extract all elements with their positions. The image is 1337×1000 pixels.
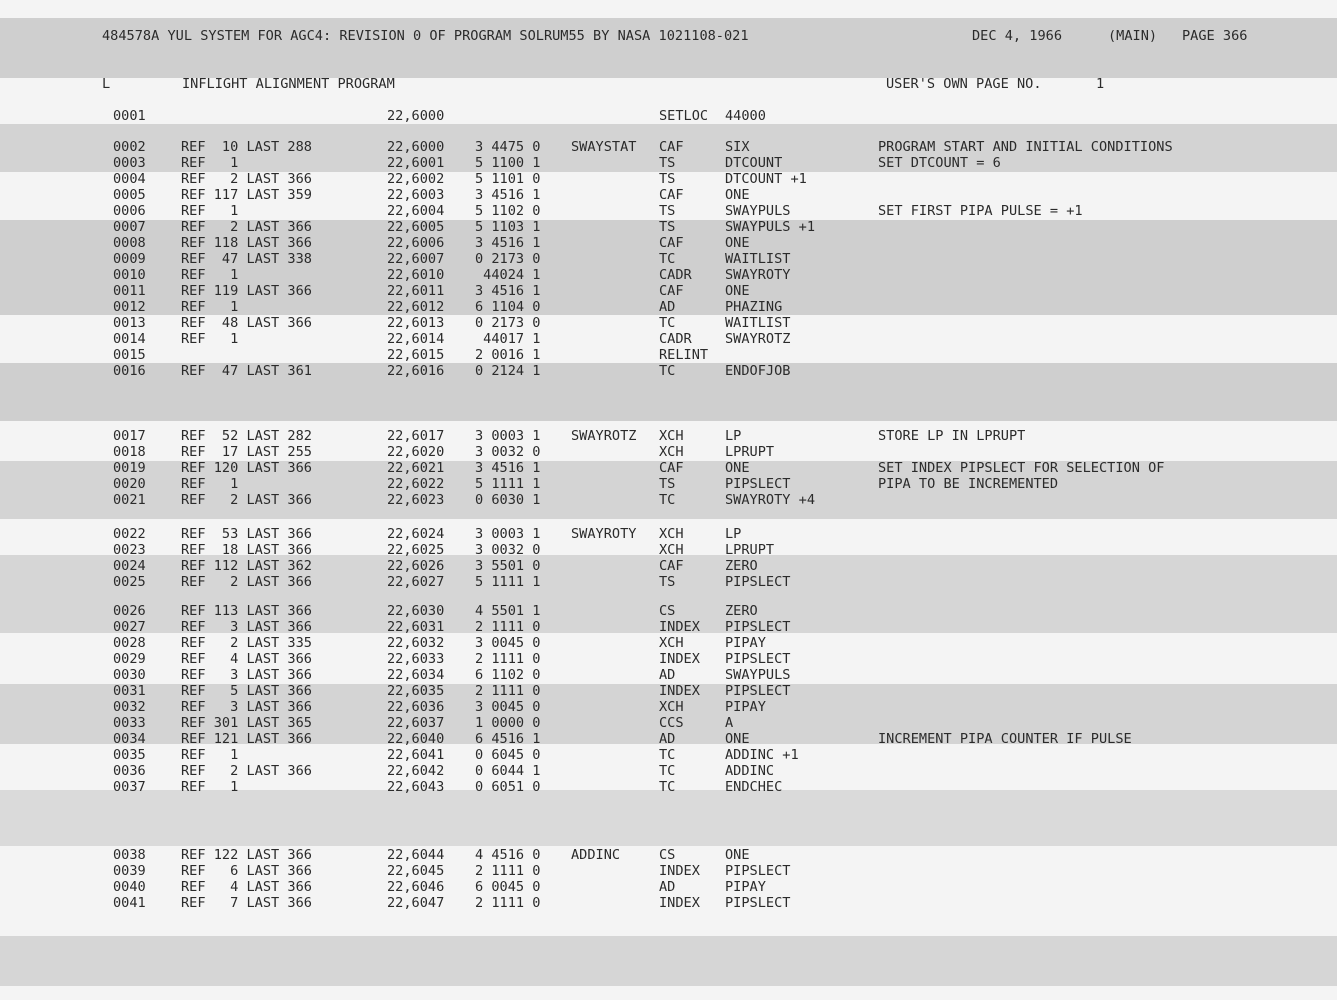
opcode-field: TS xyxy=(659,476,676,492)
line-number: 0002 xyxy=(113,139,146,155)
label-field: ADDINC xyxy=(571,847,621,863)
operand-field: ONE xyxy=(725,847,750,863)
ref-field: REF 4 LAST 366 xyxy=(181,879,312,895)
code-field: 3 5501 0 xyxy=(475,558,541,574)
address-field: 22,6032 xyxy=(387,635,445,651)
own-page-number: 1 xyxy=(1096,76,1105,92)
comment-field: INCREMENT PIPA COUNTER IF PULSE xyxy=(878,731,1132,747)
code-field: 5 1111 1 xyxy=(475,476,541,492)
code-field: 0 6044 1 xyxy=(475,763,541,779)
ref-field: REF 121 LAST 366 xyxy=(181,731,312,747)
address-field: 22,6011 xyxy=(387,283,445,299)
opcode-field: TS xyxy=(659,155,676,171)
ref-field: REF 17 LAST 255 xyxy=(181,444,312,460)
operand-field: SWAYPULS +1 xyxy=(725,219,816,235)
line-number: 0029 xyxy=(113,651,146,667)
opcode-field: INDEX xyxy=(659,651,700,667)
code-field: 6 1102 0 xyxy=(475,667,541,683)
opcode-field: RELINT xyxy=(659,347,709,363)
address-field: 22,6006 xyxy=(387,235,445,251)
code-field: 3 4516 1 xyxy=(475,460,541,476)
address-field: 22,6005 xyxy=(387,219,445,235)
line-number: 0011 xyxy=(113,283,146,299)
line-number: 0039 xyxy=(113,863,146,879)
operand-field: LPRUPT xyxy=(725,444,775,460)
operand-field: SWAYROTZ xyxy=(725,331,791,347)
code-field: 3 0032 0 xyxy=(475,542,541,558)
opcode-field: TS xyxy=(659,574,676,590)
operand-field: PIPAY xyxy=(725,635,766,651)
code-field: 0 2173 0 xyxy=(475,315,541,331)
code-field: 44024 1 xyxy=(475,267,541,283)
ref-field: REF 122 LAST 366 xyxy=(181,847,312,863)
opcode-field: TS xyxy=(659,171,676,187)
line-number: 0014 xyxy=(113,331,146,347)
address-field: 22,6033 xyxy=(387,651,445,667)
operand-field: PIPAY xyxy=(725,699,766,715)
operand-field: ONE xyxy=(725,283,750,299)
opcode-field: CS xyxy=(659,603,676,619)
address-field: 22,6031 xyxy=(387,619,445,635)
operand-field: ADDINC +1 xyxy=(725,747,799,763)
address-field: 22,6047 xyxy=(387,895,445,911)
operand-field: ENDOFJOB xyxy=(725,363,791,379)
line-number: 0001 xyxy=(113,108,146,124)
opcode-field: XCH xyxy=(659,526,684,542)
address-field: 22,6001 xyxy=(387,155,445,171)
address-field: 22,6007 xyxy=(387,251,445,267)
operand-field: PIPSLECT xyxy=(725,476,791,492)
line-number: 0036 xyxy=(113,763,146,779)
code-field: 5 1103 1 xyxy=(475,219,541,235)
opcode-field: CAF xyxy=(659,283,684,299)
opcode-field: XCH xyxy=(659,542,684,558)
address-field: 22,6043 xyxy=(387,779,445,795)
opcode-field: AD xyxy=(659,731,676,747)
opcode-field: AD xyxy=(659,667,676,683)
address-field: 22,6045 xyxy=(387,863,445,879)
ref-field: REF 113 LAST 366 xyxy=(181,603,312,619)
line-number: 0028 xyxy=(113,635,146,651)
line-number: 0034 xyxy=(113,731,146,747)
ref-field: REF 1 xyxy=(181,331,239,347)
opcode-field: TC xyxy=(659,363,676,379)
line-number: 0012 xyxy=(113,299,146,315)
code-field: 1 0000 0 xyxy=(475,715,541,731)
address-field: 22,6030 xyxy=(387,603,445,619)
code-field: 0 6030 1 xyxy=(475,492,541,508)
line-number: 0022 xyxy=(113,526,146,542)
opcode-field: CAF xyxy=(659,139,684,155)
address-field: 22,6000 xyxy=(387,108,445,124)
operand-field: SWAYPULS xyxy=(725,203,791,219)
operand-field: DTCOUNT xyxy=(725,155,783,171)
address-field: 22,6020 xyxy=(387,444,445,460)
line-number: 0038 xyxy=(113,847,146,863)
opcode-field: CADR xyxy=(659,331,692,347)
line-number: 0040 xyxy=(113,879,146,895)
code-field: 44017 1 xyxy=(475,331,541,347)
code-field: 3 0045 0 xyxy=(475,699,541,715)
operand-field: SWAYPULS xyxy=(725,667,791,683)
own-page-label: USER'S OWN PAGE NO. xyxy=(886,76,1042,92)
address-field: 22,6036 xyxy=(387,699,445,715)
ref-field: REF 48 LAST 366 xyxy=(181,315,312,331)
opcode-field: SETLOC xyxy=(659,108,709,124)
opcode-field: CADR xyxy=(659,267,692,283)
opcode-field: XCH xyxy=(659,428,684,444)
ref-field: REF 2 LAST 335 xyxy=(181,635,312,651)
ref-field: REF 5 LAST 366 xyxy=(181,683,312,699)
ref-field: REF 47 LAST 338 xyxy=(181,251,312,267)
ref-field: REF 3 LAST 366 xyxy=(181,667,312,683)
address-field: 22,6010 xyxy=(387,267,445,283)
operand-field: ENDCHEC xyxy=(725,779,783,795)
address-field: 22,6027 xyxy=(387,574,445,590)
opcode-field: INDEX xyxy=(659,683,700,699)
program-title: INFLIGHT ALIGNMENT PROGRAM xyxy=(182,76,395,92)
operand-field: LPRUPT xyxy=(725,542,775,558)
address-field: 22,6002 xyxy=(387,171,445,187)
ref-field: REF 120 LAST 366 xyxy=(181,460,312,476)
line-number: 0015 xyxy=(113,347,146,363)
line-number: 0005 xyxy=(113,187,146,203)
operand-field: DTCOUNT +1 xyxy=(725,171,807,187)
address-field: 22,6000 xyxy=(387,139,445,155)
address-field: 22,6044 xyxy=(387,847,445,863)
address-field: 22,6021 xyxy=(387,460,445,476)
code-field: 3 4516 1 xyxy=(475,235,541,251)
code-field: 2 1111 0 xyxy=(475,895,541,911)
code-field: 3 4516 1 xyxy=(475,283,541,299)
ref-field: REF 53 LAST 366 xyxy=(181,526,312,542)
code-field: 6 4516 1 xyxy=(475,731,541,747)
line-number: 0018 xyxy=(113,444,146,460)
code-field: 3 0003 1 xyxy=(475,428,541,444)
paper-band xyxy=(0,18,1337,78)
address-field: 22,6017 xyxy=(387,428,445,444)
opcode-field: TC xyxy=(659,315,676,331)
code-field: 3 0045 0 xyxy=(475,635,541,651)
opcode-field: TC xyxy=(659,251,676,267)
line-number: 0025 xyxy=(113,574,146,590)
opcode-field: XCH xyxy=(659,635,684,651)
code-field: 2 1111 0 xyxy=(475,651,541,667)
label-field: SWAYROTY xyxy=(571,526,637,542)
ref-field: REF 2 LAST 366 xyxy=(181,763,312,779)
label-field: SWAYROTZ xyxy=(571,428,637,444)
comment-field: SET DTCOUNT = 6 xyxy=(878,155,1001,171)
operand-field: PIPSLECT xyxy=(725,683,791,699)
operand-field: ADDINC xyxy=(725,763,775,779)
line-number: 0003 xyxy=(113,155,146,171)
code-field: 2 1111 0 xyxy=(475,619,541,635)
line-number: 0007 xyxy=(113,219,146,235)
opcode-field: XCH xyxy=(659,699,684,715)
line-number: 0009 xyxy=(113,251,146,267)
line-number: 0013 xyxy=(113,315,146,331)
address-field: 22,6014 xyxy=(387,331,445,347)
line-number: 0020 xyxy=(113,476,146,492)
code-field: 5 1111 1 xyxy=(475,574,541,590)
ref-field: REF 118 LAST 366 xyxy=(181,235,312,251)
paper-band xyxy=(0,936,1337,986)
opcode-field: XCH xyxy=(659,444,684,460)
line-number: 0024 xyxy=(113,558,146,574)
ref-field: REF 52 LAST 282 xyxy=(181,428,312,444)
opcode-field: CAF xyxy=(659,187,684,203)
ref-field: REF 1 xyxy=(181,267,239,283)
operand-field: ZERO xyxy=(725,603,758,619)
comment-field: PROGRAM START AND INITIAL CONDITIONS xyxy=(878,139,1173,155)
address-field: 22,6037 xyxy=(387,715,445,731)
address-field: 22,6013 xyxy=(387,315,445,331)
code-field: 6 0045 0 xyxy=(475,879,541,895)
ref-field: REF 1 xyxy=(181,747,239,763)
line-number: 0027 xyxy=(113,619,146,635)
code-field: 0 2173 0 xyxy=(475,251,541,267)
address-field: 22,6040 xyxy=(387,731,445,747)
address-field: 22,6035 xyxy=(387,683,445,699)
address-field: 22,6012 xyxy=(387,299,445,315)
ref-field: REF 6 LAST 366 xyxy=(181,863,312,879)
ref-field: REF 119 LAST 366 xyxy=(181,283,312,299)
ref-field: REF 47 LAST 361 xyxy=(181,363,312,379)
opcode-field: TC xyxy=(659,492,676,508)
code-field: 0 6045 0 xyxy=(475,747,541,763)
ref-field: REF 10 LAST 288 xyxy=(181,139,312,155)
operand-field: LP xyxy=(725,428,742,444)
operand-field: ONE xyxy=(725,460,750,476)
operand-field: WAITLIST xyxy=(725,315,791,331)
ref-field: REF 7 LAST 366 xyxy=(181,895,312,911)
address-field: 22,6034 xyxy=(387,667,445,683)
line-number: 0010 xyxy=(113,267,146,283)
operand-field: 44000 xyxy=(725,108,766,124)
operand-field: WAITLIST xyxy=(725,251,791,267)
ref-field: REF 2 LAST 366 xyxy=(181,492,312,508)
operand-field: ONE xyxy=(725,731,750,747)
ref-field: REF 2 LAST 366 xyxy=(181,574,312,590)
comment-field: PIPA TO BE INCREMENTED xyxy=(878,476,1059,492)
opcode-field: AD xyxy=(659,879,676,895)
address-field: 22,6025 xyxy=(387,542,445,558)
opcode-field: TC xyxy=(659,779,676,795)
header-title: 484578A YUL SYSTEM FOR AGC4: REVISION 0 OF PROGRAM SOLRUM55 BY NASA 1021108-021 xyxy=(102,28,749,44)
line-number: 0031 xyxy=(113,683,146,699)
line-number: 0030 xyxy=(113,667,146,683)
ref-field: REF 1 xyxy=(181,203,239,219)
line-number: 0019 xyxy=(113,460,146,476)
operand-field: SWAYROTY +4 xyxy=(725,492,816,508)
address-field: 22,6042 xyxy=(387,763,445,779)
opcode-field: TS xyxy=(659,219,676,235)
ref-field: REF 3 LAST 366 xyxy=(181,699,312,715)
operand-field: PHAZING xyxy=(725,299,783,315)
subheader-marker: L xyxy=(102,76,111,92)
code-field: 4 5501 1 xyxy=(475,603,541,619)
ref-field: REF 2 LAST 366 xyxy=(181,219,312,235)
line-number: 0016 xyxy=(113,363,146,379)
comment-field: SET INDEX PIPSLECT FOR SELECTION OF xyxy=(878,460,1165,476)
line-number: 0023 xyxy=(113,542,146,558)
header-section: (MAIN) xyxy=(1108,28,1158,44)
ref-field: REF 1 xyxy=(181,299,239,315)
operand-field: ZERO xyxy=(725,558,758,574)
opcode-field: TC xyxy=(659,763,676,779)
opcode-field: INDEX xyxy=(659,895,700,911)
line-number: 0008 xyxy=(113,235,146,251)
operand-field: LP xyxy=(725,526,742,542)
opcode-field: INDEX xyxy=(659,619,700,635)
address-field: 22,6046 xyxy=(387,879,445,895)
code-field: 3 4475 0 xyxy=(475,139,541,155)
code-field: 5 1101 0 xyxy=(475,171,541,187)
line-number: 0032 xyxy=(113,699,146,715)
address-field: 22,6016 xyxy=(387,363,445,379)
line-number: 0035 xyxy=(113,747,146,763)
ref-field: REF 1 xyxy=(181,155,239,171)
address-field: 22,6004 xyxy=(387,203,445,219)
code-field: 2 1111 0 xyxy=(475,683,541,699)
opcode-field: CAF xyxy=(659,460,684,476)
code-field: 5 1102 0 xyxy=(475,203,541,219)
operand-field: PIPSLECT xyxy=(725,651,791,667)
line-number: 0026 xyxy=(113,603,146,619)
line-number: 0021 xyxy=(113,492,146,508)
line-number: 0033 xyxy=(113,715,146,731)
line-number: 0037 xyxy=(113,779,146,795)
address-field: 22,6015 xyxy=(387,347,445,363)
label-field: SWAYSTAT xyxy=(571,139,637,155)
address-field: 22,6003 xyxy=(387,187,445,203)
opcode-field: CCS xyxy=(659,715,684,731)
operand-field: PIPSLECT xyxy=(725,895,791,911)
line-number: 0041 xyxy=(113,895,146,911)
code-field: 3 0032 0 xyxy=(475,444,541,460)
opcode-field: CAF xyxy=(659,558,684,574)
ref-field: REF 112 LAST 362 xyxy=(181,558,312,574)
operand-field: SWAYROTY xyxy=(725,267,791,283)
opcode-field: CAF xyxy=(659,235,684,251)
ref-field: REF 1 xyxy=(181,476,239,492)
operand-field: PIPAY xyxy=(725,879,766,895)
opcode-field: INDEX xyxy=(659,863,700,879)
code-field: 3 4516 1 xyxy=(475,187,541,203)
address-field: 22,6026 xyxy=(387,558,445,574)
operand-field: PIPSLECT xyxy=(725,574,791,590)
ref-field: REF 301 LAST 365 xyxy=(181,715,312,731)
code-field: 5 1100 1 xyxy=(475,155,541,171)
operand-field: A xyxy=(725,715,734,731)
address-field: 22,6023 xyxy=(387,492,445,508)
header-date: DEC 4, 1966 xyxy=(972,28,1063,44)
code-field: 0 2124 1 xyxy=(475,363,541,379)
address-field: 22,6041 xyxy=(387,747,445,763)
opcode-field: TS xyxy=(659,203,676,219)
comment-field: STORE LP IN LPRUPT xyxy=(878,428,1026,444)
paper-band xyxy=(0,790,1337,846)
code-field: 4 4516 0 xyxy=(475,847,541,863)
header-page: PAGE 366 xyxy=(1182,28,1248,44)
code-field: 2 1111 0 xyxy=(475,863,541,879)
ref-field: REF 2 LAST 366 xyxy=(181,171,312,187)
code-field: 2 0016 1 xyxy=(475,347,541,363)
code-field: 3 0003 1 xyxy=(475,526,541,542)
code-field: 0 6051 0 xyxy=(475,779,541,795)
address-field: 22,6022 xyxy=(387,476,445,492)
ref-field: REF 4 LAST 366 xyxy=(181,651,312,667)
opcode-field: AD xyxy=(659,299,676,315)
comment-field: SET FIRST PIPA PULSE = +1 xyxy=(878,203,1083,219)
line-number: 0017 xyxy=(113,428,146,444)
ref-field: REF 1 xyxy=(181,779,239,795)
line-number: 0006 xyxy=(113,203,146,219)
ref-field: REF 3 LAST 366 xyxy=(181,619,312,635)
operand-field: ONE xyxy=(725,235,750,251)
opcode-field: TC xyxy=(659,747,676,763)
opcode-field: CS xyxy=(659,847,676,863)
operand-field: PIPSLECT xyxy=(725,863,791,879)
code-field: 6 1104 0 xyxy=(475,299,541,315)
address-field: 22,6024 xyxy=(387,526,445,542)
ref-field: REF 18 LAST 366 xyxy=(181,542,312,558)
line-number: 0004 xyxy=(113,171,146,187)
operand-field: PIPSLECT xyxy=(725,619,791,635)
operand-field: SIX xyxy=(725,139,750,155)
operand-field: ONE xyxy=(725,187,750,203)
ref-field: REF 117 LAST 359 xyxy=(181,187,312,203)
